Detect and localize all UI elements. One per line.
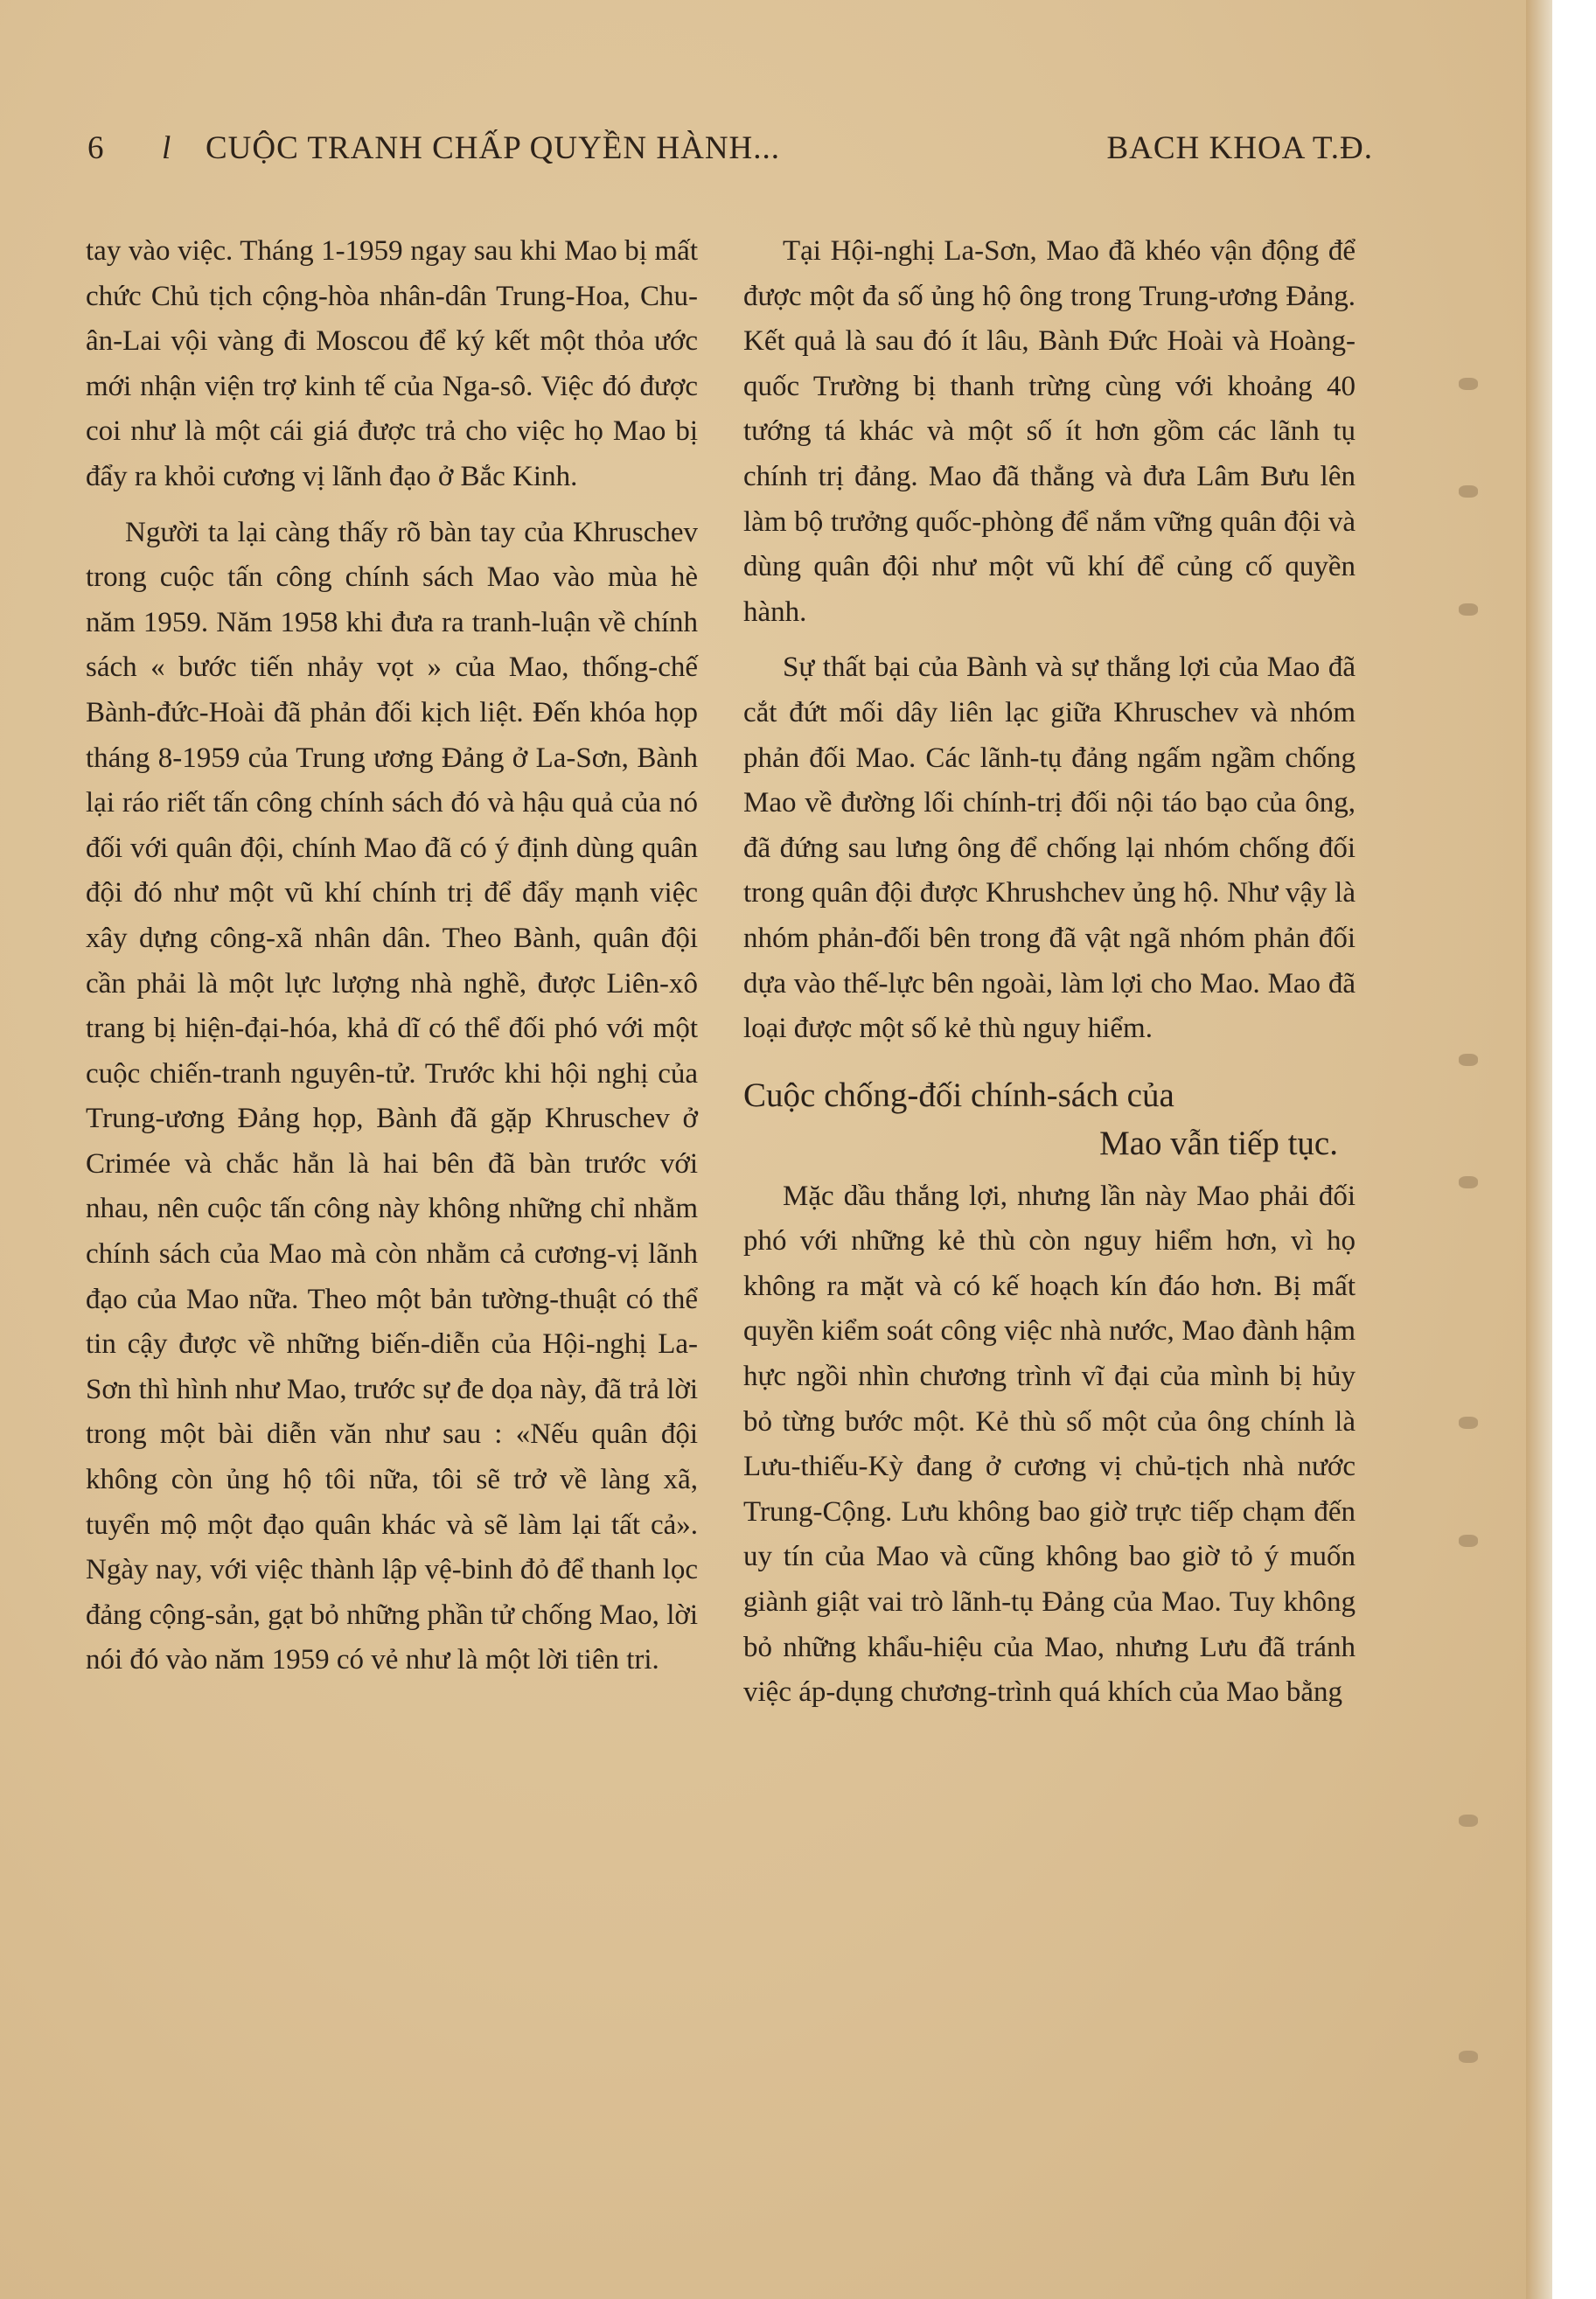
binding-hole-mark bbox=[1459, 1535, 1478, 1547]
binding-hole-mark bbox=[1459, 485, 1478, 498]
paragraph: tay vào việc. Tháng 1-1959 ngay sau khi Mao bị mất chức Chủ tịch cộng-hòa nhân-dân Trung-Hoa, Chu-ân-Lai vội vàng đi Moscou để ký kết một thỏa ước mới nhận viện trợ kinh tế của Nga-sô. Việc đó được coi như là một cái giá được trả cho việc họ Mao bị đẩy ra khỏi cương vị lãnh đạo ở Bắc Kinh. bbox=[86, 235, 698, 492]
page-number: 6 bbox=[87, 130, 105, 166]
binding-hole-mark bbox=[1459, 1176, 1478, 1188]
section-heading-line1: Cuộc chống-đối chính-sách của bbox=[743, 1076, 1174, 1114]
paragraph: Người ta lại càng thấy rõ bàn tay của Khruschev trong cuộc tấn công chính sách Mao vào mùa hè năm 1959. Năm 1958 khi đưa ra tranh-luận về chính sách « bước tiến nhảy vọt » của Mao, thống-chế Bành-đức-Hoài đã phản đối kịch liệt. Đến khóa họp tháng 8-1959 của Trung ương Đảng ở La-Sơn, Bành lại ráo riết tấn công chính sách đó và hậu quả của nó đối với quân đội, chính Mao đã có ý định dùng quân đội đó như một vũ khí chính trị để đẩy mạnh việc xây dựng công-xã nhân dân. Theo Bành, quân đội cần phải là một lực lượng nhà nghề, được Liên-xô trang bị hiện-đại-hóa, khả dĩ có thể đối phó với một cuộc chiến-tranh nguyên-tử. Trước khi hội nghị của Trung-ương Đảng họp, Bành đã gặp Khruschev ở Crimée và chắc hẳn là hai bên đã bàn trước với nhau, nên cuộc tấn công này không những chỉ nhằm chính sách của Mao mà còn nhằm cả cương-vị lãnh đạo của Mao nữa. Theo một bản tường-thuật có thể tin cậy được về những biến-diễn của Hội-nghị La-Sơn thì hình như Mao, trước sự đe dọa này, đã trả lời trong một bài diễn văn như sau : «Nếu quân đội không còn ủng hộ tôi nữa, tôi sẽ trở về làng xã, tuyển mộ một đạo quân khác và sẽ làm lại tất cả». Ngày nay, với việc thành lập vệ-binh đỏ để thanh lọc đảng cộng-sản, gạt bỏ những phần tử chống Mao, lời nói đó vào năm 1959 có vẻ như là một lời tiên tri. bbox=[86, 516, 698, 1676]
page-edge bbox=[1526, 0, 1552, 2299]
journal-name: BACH KHOA T.Đ. bbox=[1106, 130, 1373, 166]
binding-hole-mark bbox=[1459, 1815, 1478, 1827]
paragraph: Mặc dầu thắng lợi, nhưng lần này Mao phải đối phó với những kẻ thù còn nguy hiểm hơn, vì họ không ra mặt và có kế hoạch kín đáo hơn. Bị mất quyền kiểm soát công việc nhà nước, Mao đành hậm hực ngồi nhìn chương trình vĩ đại của mình bị hủy bỏ từng bước một. Kẻ thù số một của ông chính là Lưu-thiếu-Kỳ đang ở cương vị chủ-tịch nhà nước Trung-Cộng. Lưu không bao giờ trực tiếp chạm đến uy tín của Mao và cũng không bao giờ tỏ ý muốn giành giật vai trò lãnh-tụ Đảng của Mao. Tuy không bỏ những khẩu-hiệu của Mao, nhưng Lưu đã tránh việc áp-dụng chương-trình quá khích của Mao bằng bbox=[743, 1180, 1356, 1709]
right-column bbox=[743, 229, 1356, 1726]
section-marker: l bbox=[162, 130, 172, 166]
binding-hole-mark bbox=[1459, 378, 1478, 390]
running-title: CUỘC TRANH CHẤP QUYỀN HÀNH... bbox=[206, 130, 781, 166]
section-heading-line2: Mao vẫn tiếp tục. bbox=[1099, 1124, 1338, 1162]
section-heading bbox=[743, 1071, 1356, 1167]
binding-hole-mark bbox=[1459, 1417, 1478, 1429]
page-header bbox=[87, 129, 1373, 173]
binding-hole-mark bbox=[1459, 603, 1478, 616]
paragraph: Sự thất bại của Bành và sự thắng lợi của Mao đã cắt đứt mối dây liên lạc giữa Khruschev và nhóm phản đối Mao. Các lãnh-tụ đảng ngấm ngầm chống Mao về đường lối chính-trị đối nội táo bạo của ông, đã đứng sau lưng ông để chống lại nhóm chống đối trong quân đội được Khrushchev ủng hộ. Như vậy là nhóm phản-đối bên trong đã vật ngã nhóm phản đối dựa vào thế-lực bên ngoài, làm lợi cho Mao. Mao đã loại được một số kẻ thù nguy hiểm. bbox=[743, 651, 1356, 1045]
binding-hole-mark bbox=[1459, 1054, 1478, 1066]
left-column bbox=[86, 229, 698, 1694]
binding-hole-mark bbox=[1459, 2051, 1478, 2063]
paragraph: Tại Hội-nghị La-Sơn, Mao đã khéo vận động để được một đa số ủng hộ ông trong Trung-ương Đảng. Kết quả là sau đó ít lâu, Bành Đức Hoài và Hoàng-quốc Trường bị thanh trừng cùng với khoảng 40 tướng tá khác và một số ít hơn gồm các lãnh tụ chính trị đảng. Mao đã thẳng và đưa Lâm Bưu lên làm bộ trưởng quốc-phòng để nắm vững quân đội và dùng quân đội như một vũ khí để củng cố quyền hành. bbox=[743, 235, 1356, 628]
